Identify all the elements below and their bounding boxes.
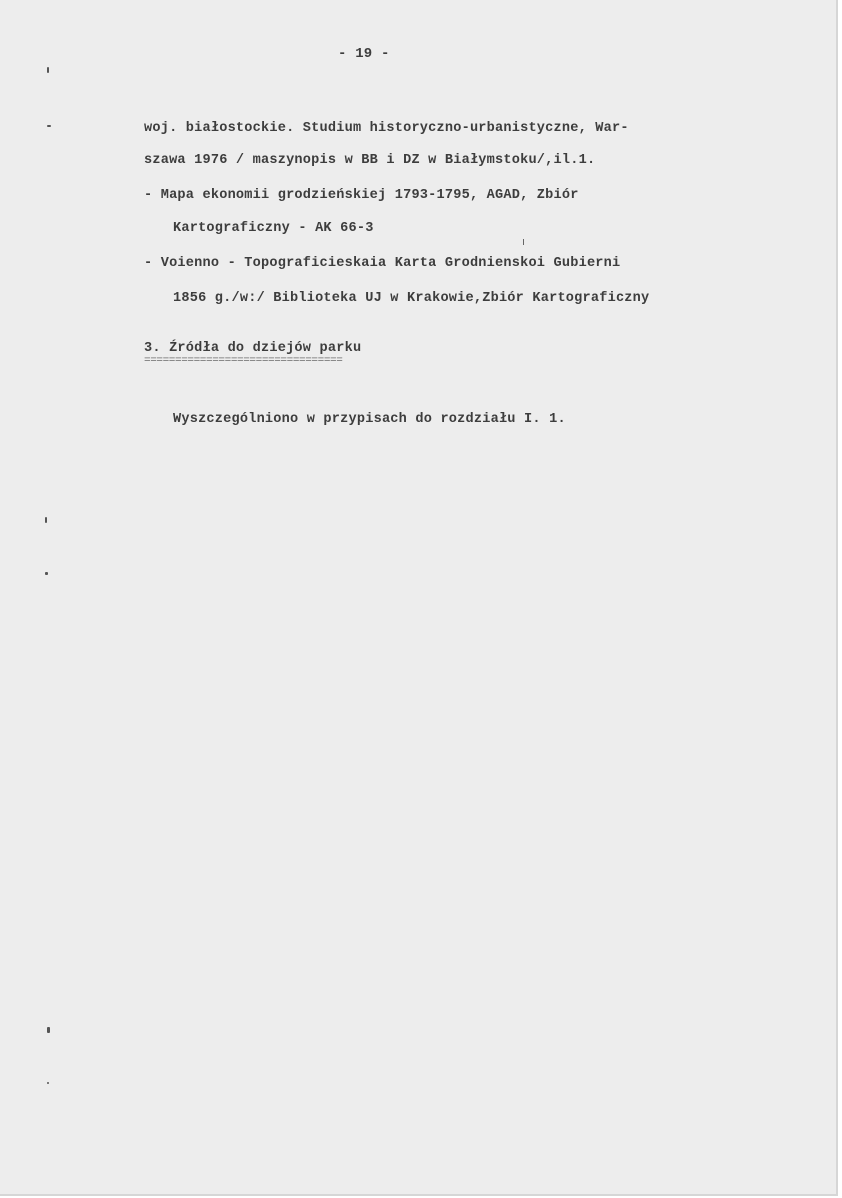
bibliography-line-1: woj. białostockie. Studium historyczno-urbanistyczne, War- xyxy=(144,121,629,136)
section-heading-underline: ================================ xyxy=(144,355,343,367)
bibliography-line-3: - Mapa ekonomii grodzieńskiej 1793-1795, AGAD, Zbiór xyxy=(144,188,579,203)
bibliography-line-2: szawa 1976 / maszynopis w BB i DZ w Białymstoku/,il.1. xyxy=(144,153,596,168)
margin-mark xyxy=(47,1027,50,1033)
bibliography-line-4: Kartograficzny - AK 66-3 xyxy=(173,221,374,236)
margin-mark xyxy=(45,517,47,523)
margin-mark xyxy=(47,1082,49,1084)
paper-speck xyxy=(523,239,524,245)
margin-mark xyxy=(47,67,49,73)
margin-mark xyxy=(45,572,48,575)
bibliography-line-6: 1856 g./w:/ Biblioteka UJ w Krakowie,Zbiór Kartograficzny xyxy=(173,291,650,306)
page-number: - 19 - xyxy=(338,46,390,62)
bibliography-line-5: - Voienno - Topograficieskaia Karta Grodnienskoi Gubierni xyxy=(144,256,621,271)
margin-mark xyxy=(47,125,51,127)
sources-note: Wyszczególniono w przypisach do rozdziału I. 1. xyxy=(173,412,566,427)
section-heading: 3. Źródła do dziejów parku xyxy=(144,341,362,356)
